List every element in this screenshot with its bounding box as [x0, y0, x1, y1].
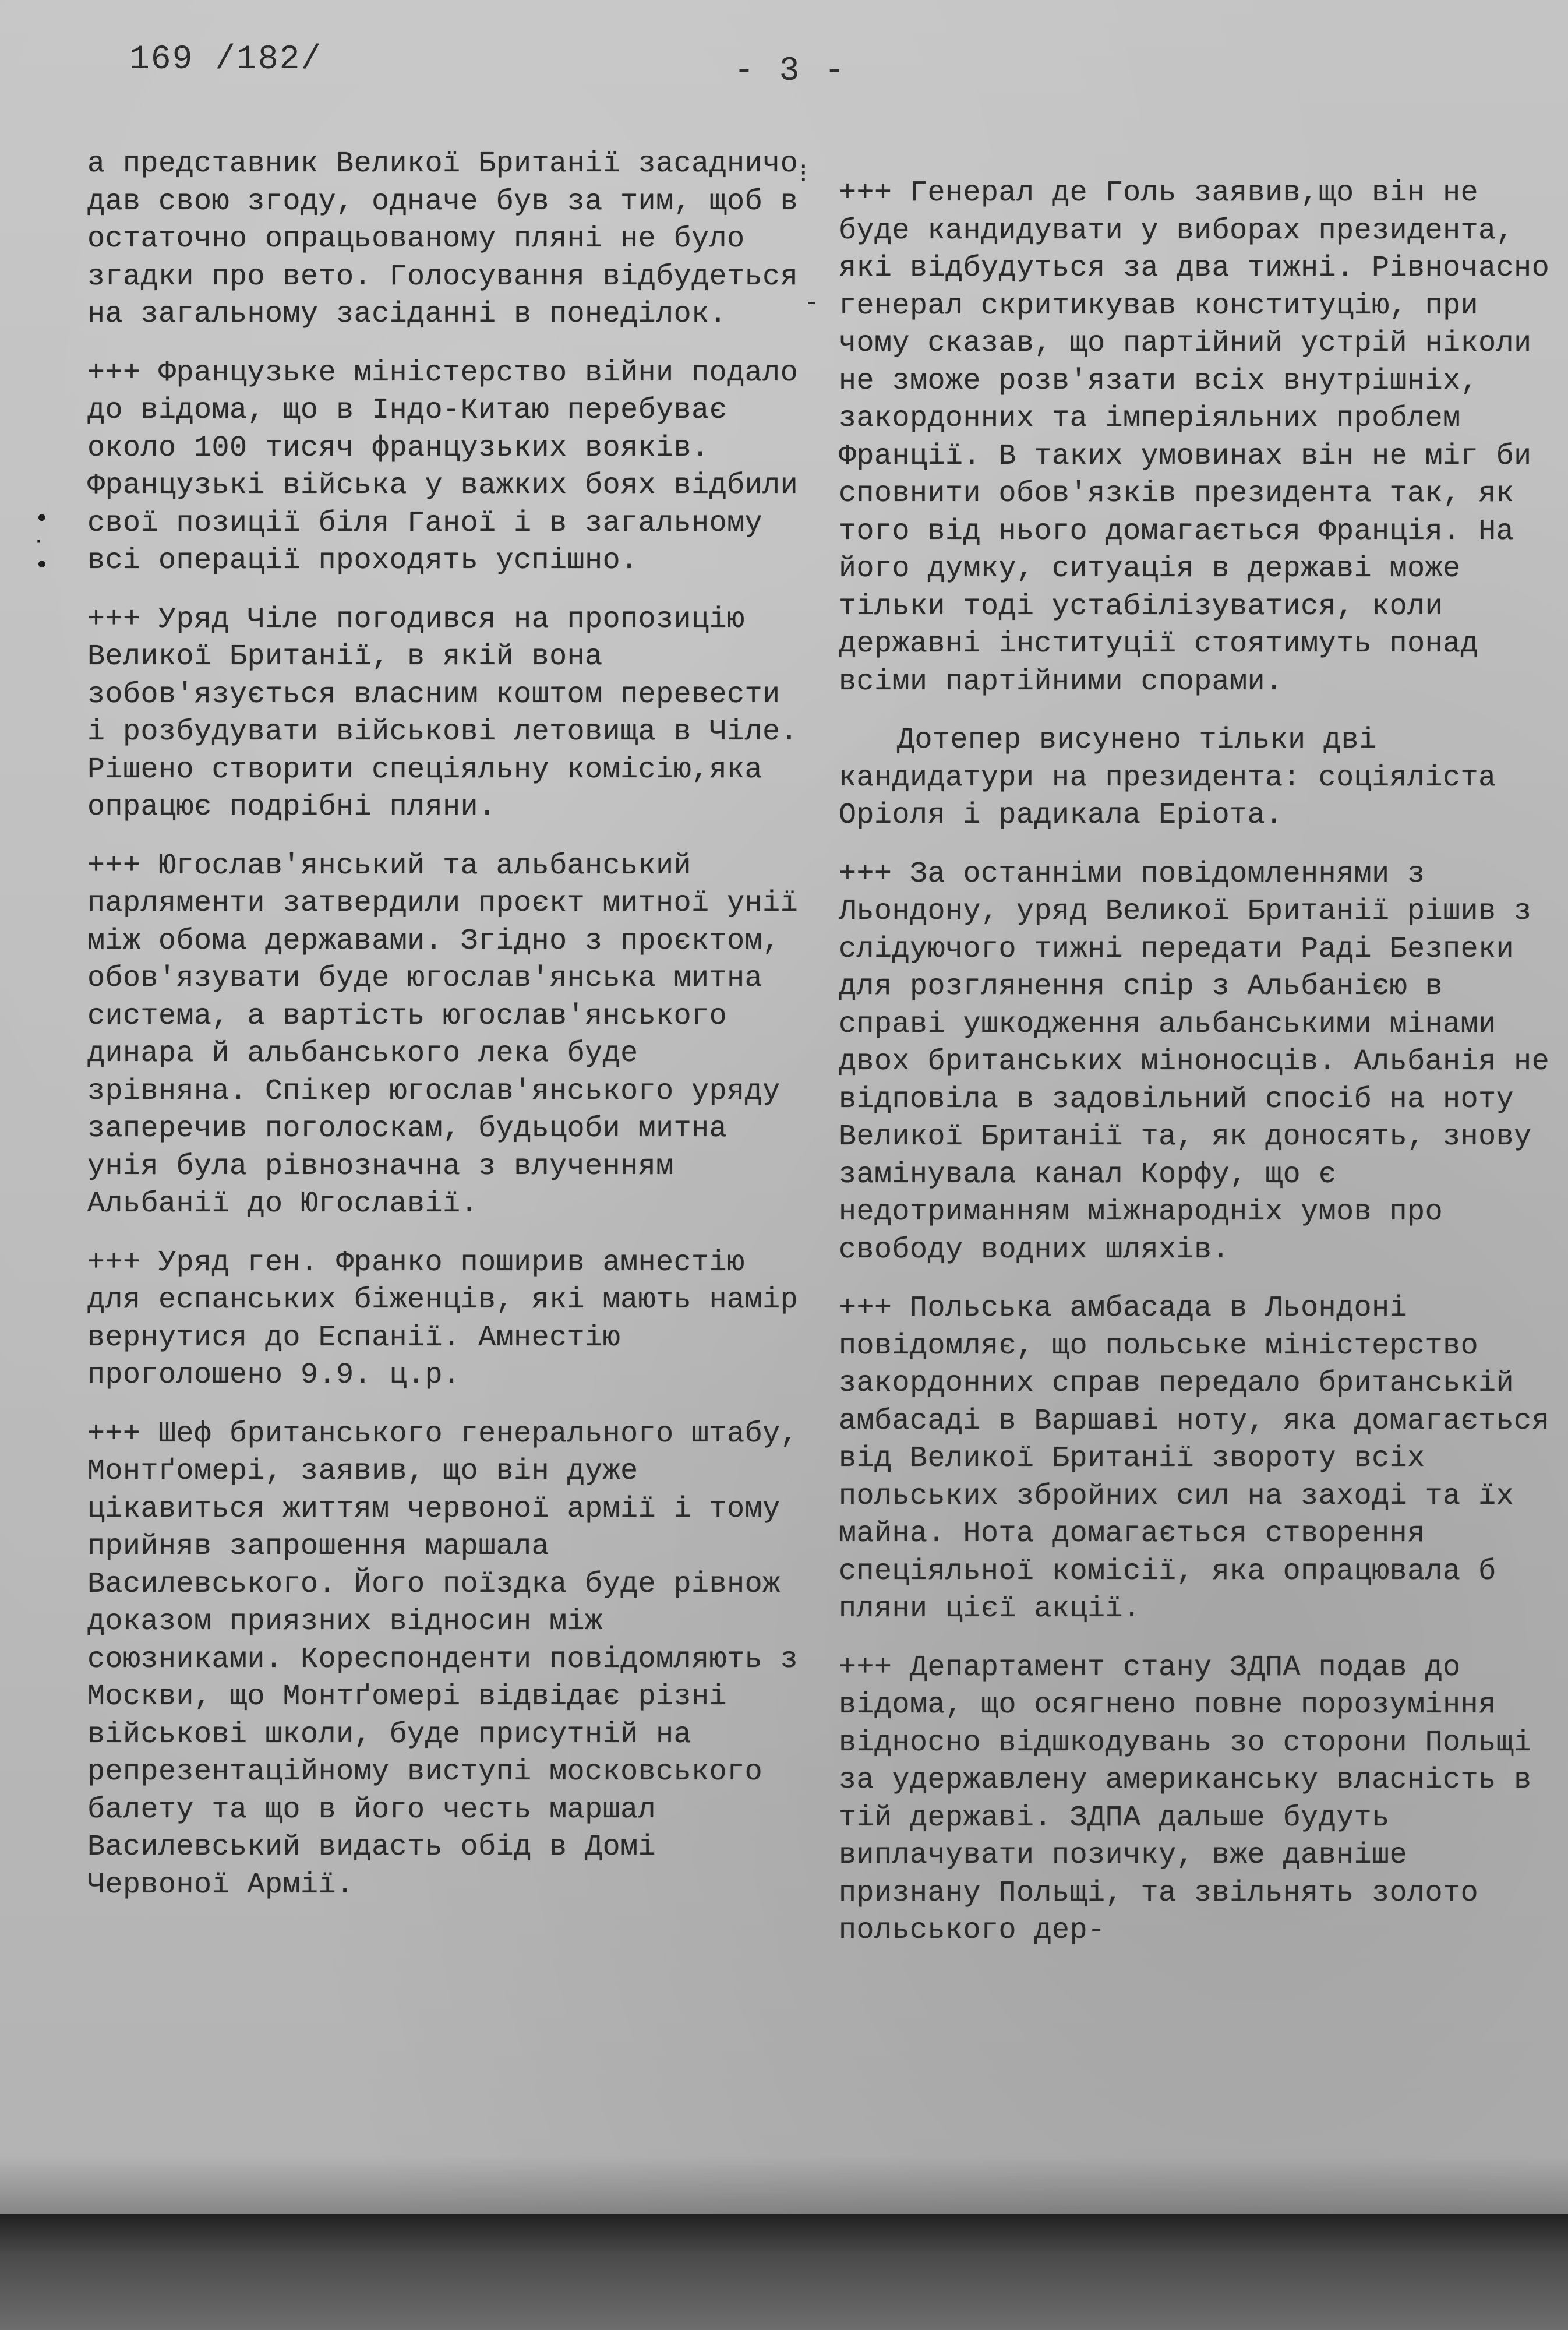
news-item: +++ Департамент стану ЗДПА подав до відома, що осягнено повне порозуміння відносно відшкодувань зо сторони Польщі за удержавлену американську власність в тій державі. ЗДПА дальше будуть виплачувати позичку, вже давніше признану Польщі, та звільнять золото польського дер-	[839, 1651, 1532, 1947]
news-item: +++ Генерал де Голь заявив,що він не буде кандидувати у виборах президента, які відбудуться за два тижні. Рівночасно генерал скритикував конституцію, при чому сказав, що партійний устрій ніколи не зможе розв'язати всіх внутрішніх, закордонних та імперіяльних проблем Франції. В таких умовинах він не міг би сповнити обов'язків президента так, як того від нього домагається Франція. На його думку, ситуація в державі може тільки тоді устабілізуватися, коли державні інституції стоятимуть понад всіми партійними спорами.	[839, 177, 1550, 699]
scan-background	[0, 2214, 1568, 2330]
news-item: +++ Польська амбасада в Льондоні повідомляє, що польське міністерство закордонних справ передало британській амбасаді в Варшаві ноту, яка домагається від Великої Британії звороту всіх польських збройних сил на заході та їх майна. Нота домагається створення спеціяльної комісії, яка опрацювала б пляни цієї акції.	[839, 1292, 1550, 1626]
news-item: а представник Великої Британії засадничо дав свою згоду, одначе був за тим, щоб в остаточно опрацьованому пляні не було згадки про вето. Голосування відбудеться на загальному засіданні в понеділок.	[87, 147, 799, 331]
page-number: - 3 -	[734, 52, 847, 90]
right-column	[839, 175, 1558, 1971]
news-item: +++ Французьке міністерство війни подало до відома, що в Індо-Китаю перебуває около 100 тисяч французьких вояків. Французькі війська у важких боях відбили свої позиції біля Ганої і в загальному всі операції проходять успішно.	[87, 356, 799, 577]
news-item: +++ Шеф британського генерального штабу, Монтґомері, заявив, що він дуже цікавиться життям червоної армії і тому прийняв запрошення маршала Василевського. Його поїздка буде рівнож доказом приязних відносин між союзниками. Кореспонденти повідомляють з Москви, що Монтґомері відвідає різні військові школи, буде присутній на репрезентаційному виступі московського балету та що в його честь маршал Василевський видасть обід в Домі Червоної Армії.	[87, 1417, 799, 1902]
page-edge-shadow	[0, 2156, 1568, 2214]
document-number: 169 /182/	[129, 41, 323, 79]
news-item: +++ За останніми повідомленнями з Льондону, уряд Великої Британії рішив з слідуючого тижні передати Раді Безпеки для розглянення спір з Альбанією в справі ушкодження альбанськими мінами двох британських міноносців. Альбанія не відповіла в задовільний спосіб на ноту Великої Британії та, як доносять, знову замінувала канал Корфу, що є недотриманням міжнародніх умов про свободу водних шляхів.	[839, 857, 1550, 1267]
news-item: +++ Уряд ген. Франко поширив амнестію для еспанських біженців, які мають намір вернутися до Еспанії. Амнестію проголошено 9.9. ц.р.	[87, 1246, 799, 1392]
left-column	[87, 146, 804, 1925]
margin-mark: ⁝	[799, 157, 808, 189]
margin-dash: -	[807, 285, 817, 317]
punch-hole-mark: • · •	[35, 505, 49, 579]
news-item: +++ Уряд Чіле погодився на пропозицію Великої Британії, в якій вона зобов'язується власним коштом перевести і розбудувати військові летовища в Чіле. Рішено створити спеціяльну комісію,яка опрацює подрібні пляни.	[87, 602, 799, 824]
news-item: Дотепер висунено тільки дві кандидатури на президента: соціяліста Оріоля і радикала Еріота.	[839, 724, 1496, 832]
news-item: +++ Югослав'янський та альбанський парляменти затвердили проєкт митної унії між обома державами. Згідно з проєктом, обов'язувати буде югослав'янська митна система, а вартість югослав'янського динара й альбанського лека буде зрівняна. Спікер югослав'янського уряду заперечив поголоскам, будьцоби митна унія була рівнозначна з влученням Альбанії до Югославії.	[87, 849, 799, 1221]
